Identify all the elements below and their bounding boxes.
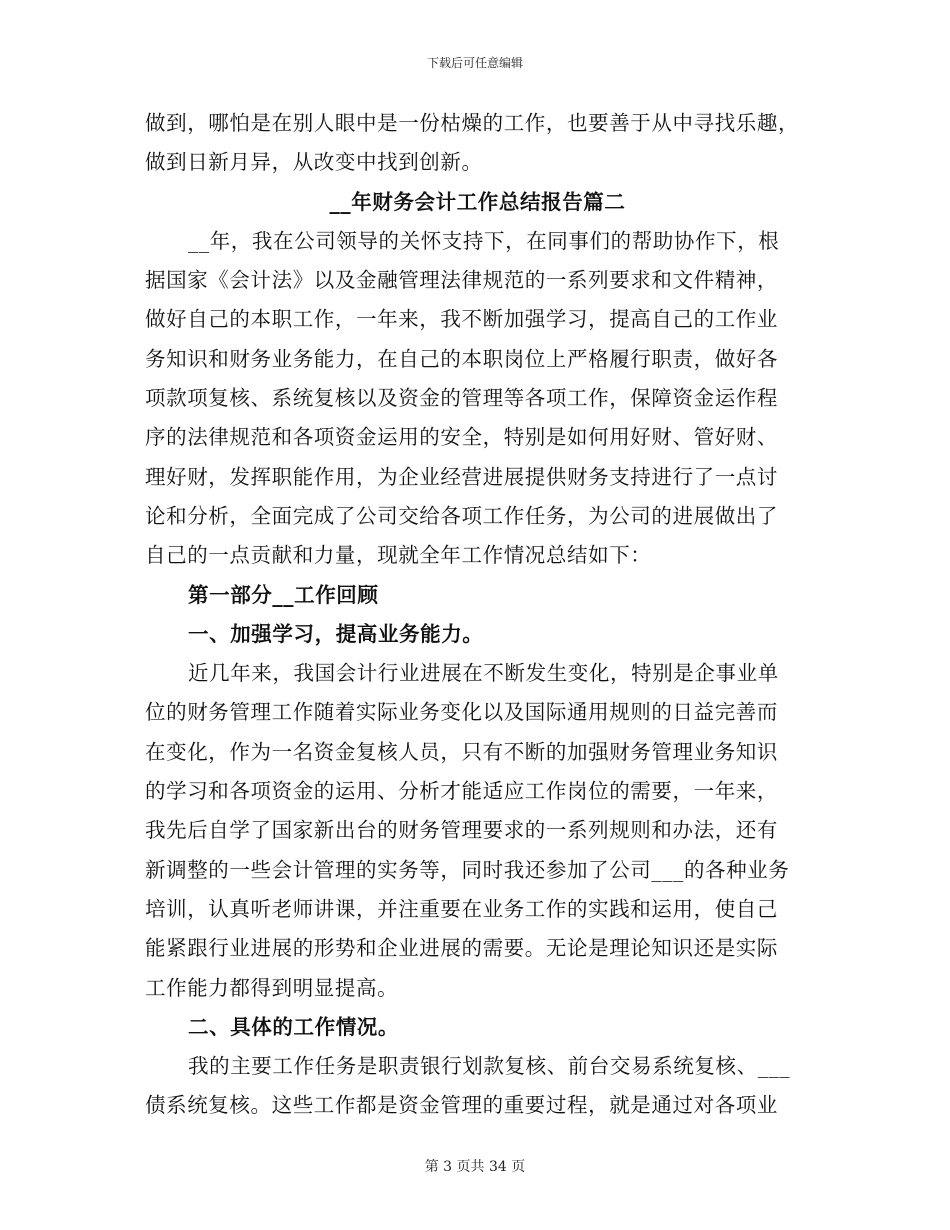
page-footer: 第 3 页共 34 页 xyxy=(424,1159,526,1175)
paragraph-line: 在变化，作为一名资金复核人员，只有不断的加强财务管理业务知识 xyxy=(145,739,778,764)
paragraph-line: 做好自己的本职工作，一年来，我不断加强学习，提高自己的工作业 xyxy=(145,307,778,332)
paragraph-line: 的学习和各项资金的运用、分析才能适应工作岗位的需要，一年来， xyxy=(145,779,778,804)
subsection-heading: 一、加强学习，提高业务能力。 xyxy=(188,621,484,646)
paragraph-line: 我先后自学了国家新出台的财务管理要求的一系列规则和办法，还有 xyxy=(145,818,778,843)
paragraph-line: 据国家《会计法》以及金融管理法律规范的一系列要求和文件精神， xyxy=(145,268,778,293)
page-header: 下载后可任意编辑 xyxy=(426,56,523,70)
section-title: __年财务会计工作总结报告篇二 xyxy=(329,189,626,214)
paragraph-line: 项款项复核、系统复核以及资金的管理等各项工作，保障资金运作程 xyxy=(145,386,778,411)
paragraph-line: 债系统复核。这些工作都是资金管理的重要过程，就是通过对各项业 xyxy=(145,1093,778,1118)
paragraph-line: 自己的一点贡献和力量，现就全年工作情况总结如下： xyxy=(145,543,652,568)
paragraph-line: 序的法律规范和各项资金运用的安全，特别是如何用好财、管好财、 xyxy=(145,425,778,450)
paragraph-line: 位的财务管理工作随着实际业务变化以及国际通用规则的日益完善而 xyxy=(145,700,778,725)
paragraph-line: 我的主要工作任务是职责银行划款复核、前台交易系统复核、___ xyxy=(188,1054,791,1079)
paragraph-line: 理好财，发挥职能作用，为企业经营进展提供财务支持进行了一点讨 xyxy=(145,464,778,489)
document-body xyxy=(145,104,810,1126)
paragraph-line: 论和分析，全面完成了公司交给各项工作任务，为公司的进展做出了 xyxy=(145,503,778,528)
subsection-heading: 二、具体的工作情况。 xyxy=(188,1014,399,1039)
paragraph-line: 做到，哪怕是在别人眼中是一份枯燥的工作，也要善于从中寻找乐趣， xyxy=(145,111,800,135)
paragraph-line: 新调整的一些会计管理的实务等，同时我还参加了公司___的各种业务 xyxy=(145,857,790,882)
paragraph-line: 能紧跟行业进展的形势和企业进展的需要。无论是理论知识还是实际 xyxy=(145,936,778,961)
paragraph-line: 做到日新月异，从改变中找到创新。 xyxy=(145,150,483,175)
part-heading: 第一部分__工作回顾 xyxy=(188,582,379,607)
paragraph-line: __年，我在公司领导的关怀支持下，在同事们的帮助协作下，根 xyxy=(188,228,780,253)
paragraph-line: 近几年来，我国会计行业进展在不断发生变化，特别是企事业单 xyxy=(188,661,779,686)
paragraph-line: 工作能力都得到明显提高。 xyxy=(145,975,399,1000)
paragraph-line: 务知识和财务业务能力，在自己的本职岗位上严格履行职责，做好各 xyxy=(145,346,778,371)
paragraph-line: 培训，认真听老师讲课，并注重要在业务工作的实践和运用，使自己 xyxy=(145,896,778,921)
